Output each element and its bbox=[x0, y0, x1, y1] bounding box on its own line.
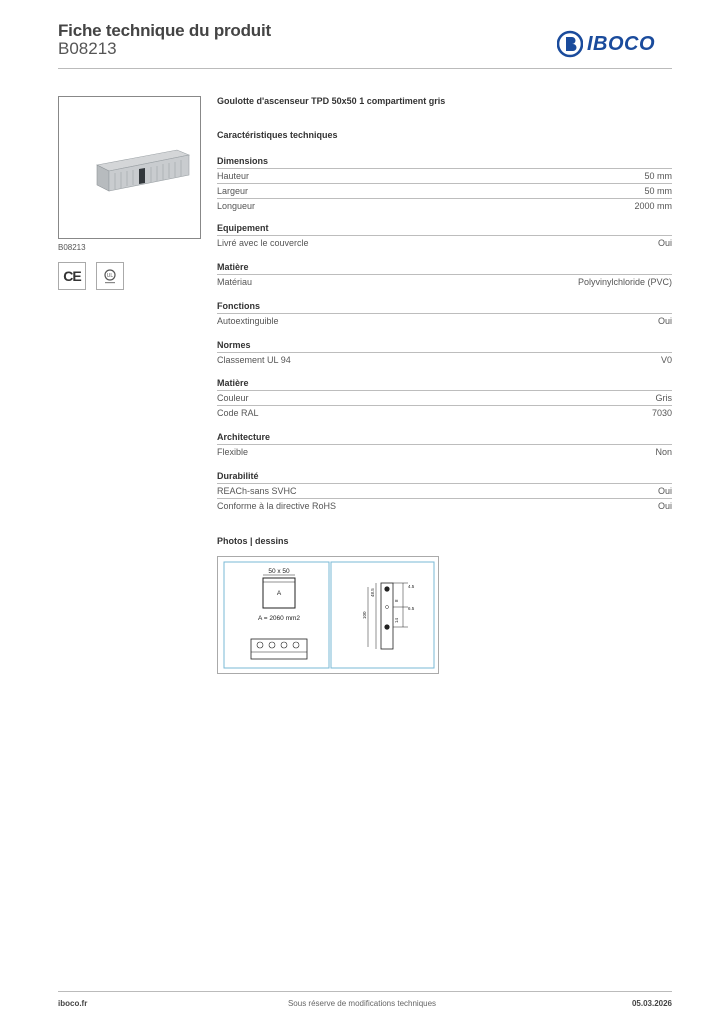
ul-mark bbox=[96, 262, 124, 290]
spec-row bbox=[217, 483, 672, 498]
spec-group-title: Fonctions bbox=[217, 301, 260, 311]
spec-row bbox=[217, 405, 672, 420]
dim-label: 4.5 bbox=[408, 584, 415, 589]
tech-heading: Caractéristiques techniques bbox=[217, 130, 338, 140]
spec-value: Oui bbox=[657, 316, 672, 326]
page-title: Fiche technique du produit bbox=[58, 21, 271, 40]
ul-icon bbox=[100, 266, 120, 286]
technical-drawing bbox=[217, 556, 439, 674]
spec-value: Oui bbox=[657, 238, 672, 248]
spec-value: Non bbox=[655, 447, 672, 457]
spec-value: Oui bbox=[657, 486, 672, 496]
spec-row bbox=[217, 498, 672, 513]
footer-divider bbox=[58, 991, 672, 992]
dim-label: 14 bbox=[394, 617, 399, 623]
spec-group-title: Equipement bbox=[217, 223, 269, 233]
dim-label: 8 bbox=[394, 599, 399, 602]
spec-label: Conforme à la directive RoHS bbox=[217, 501, 337, 511]
spec-label: Livré avec le couvercle bbox=[217, 238, 309, 248]
product-photo bbox=[58, 96, 201, 239]
drawing-svg bbox=[218, 557, 438, 673]
drawing-size-label: 50 x 50 bbox=[268, 568, 290, 575]
spec-value: 2000 mm bbox=[634, 201, 672, 211]
spec-label: REACh-sans SVHC bbox=[217, 486, 297, 496]
spec-group-title: Normes bbox=[217, 340, 251, 350]
spec-value: V0 bbox=[660, 355, 672, 365]
spec-label: Longueur bbox=[217, 201, 256, 211]
spec-group-title: Architecture bbox=[217, 432, 271, 442]
spec-label: Classement UL 94 bbox=[217, 355, 291, 365]
iboco-logo-icon bbox=[557, 30, 583, 58]
spec-label: Autoextinguible bbox=[217, 316, 279, 326]
spec-row bbox=[217, 235, 672, 250]
spec-value: Polyvinylchloride (PVC) bbox=[577, 277, 672, 287]
dim-label: 100 bbox=[362, 611, 367, 619]
svg-text:UL: UL bbox=[106, 273, 114, 279]
spec-value: Oui bbox=[657, 501, 672, 511]
cable-duct-image bbox=[59, 97, 200, 238]
spec-row bbox=[217, 444, 672, 459]
spec-value: 50 mm bbox=[644, 186, 672, 196]
spec-label: Matériau bbox=[217, 277, 253, 287]
spec-group-title: Dimensions bbox=[217, 156, 269, 166]
spec-row bbox=[217, 168, 672, 183]
spec-row bbox=[217, 352, 672, 367]
ce-mark bbox=[58, 262, 86, 290]
photos-heading: Photos | dessins bbox=[217, 536, 289, 546]
spec-row bbox=[217, 390, 672, 405]
spec-label: Hauteur bbox=[217, 171, 250, 181]
header-divider bbox=[58, 68, 672, 69]
spec-value: 50 mm bbox=[644, 171, 672, 181]
dim-label: 6.5 bbox=[408, 606, 415, 611]
footer-website-link[interactable]: iboco.fr bbox=[58, 999, 88, 1008]
spec-value: 7030 bbox=[651, 408, 672, 418]
product-name: Goulotte d'ascenseur TPD 50x50 1 compartiment gris bbox=[217, 96, 446, 106]
ce-label: CE bbox=[63, 268, 81, 284]
spec-label: Couleur bbox=[217, 393, 249, 403]
spec-group-title: Durabilité bbox=[217, 471, 259, 481]
spec-label: Largeur bbox=[217, 186, 249, 196]
drawing-area-letter: A bbox=[276, 590, 282, 597]
spec-row bbox=[217, 198, 672, 213]
product-code: B08213 bbox=[58, 39, 117, 58]
drawing-area-text: A = 2060 mm2 bbox=[257, 615, 301, 622]
spec-label: Code RAL bbox=[217, 408, 259, 418]
spec-group-title: Matière bbox=[217, 262, 249, 272]
footer-notice: Sous réserve de modifications techniques bbox=[287, 999, 437, 1008]
spec-value: Gris bbox=[655, 393, 672, 403]
footer-date: 05.03.2026 bbox=[631, 999, 672, 1008]
spec-label: Flexible bbox=[217, 447, 249, 457]
spec-group-title: Matière bbox=[217, 378, 249, 388]
spec-row bbox=[217, 183, 672, 198]
spec-row bbox=[217, 274, 672, 289]
logo-text: IBOCO bbox=[587, 32, 656, 55]
spec-row bbox=[217, 313, 672, 328]
brand-logo[interactable] bbox=[557, 29, 675, 59]
photo-caption: B08213 bbox=[58, 243, 86, 252]
dim-label: 48.5 bbox=[370, 588, 375, 597]
